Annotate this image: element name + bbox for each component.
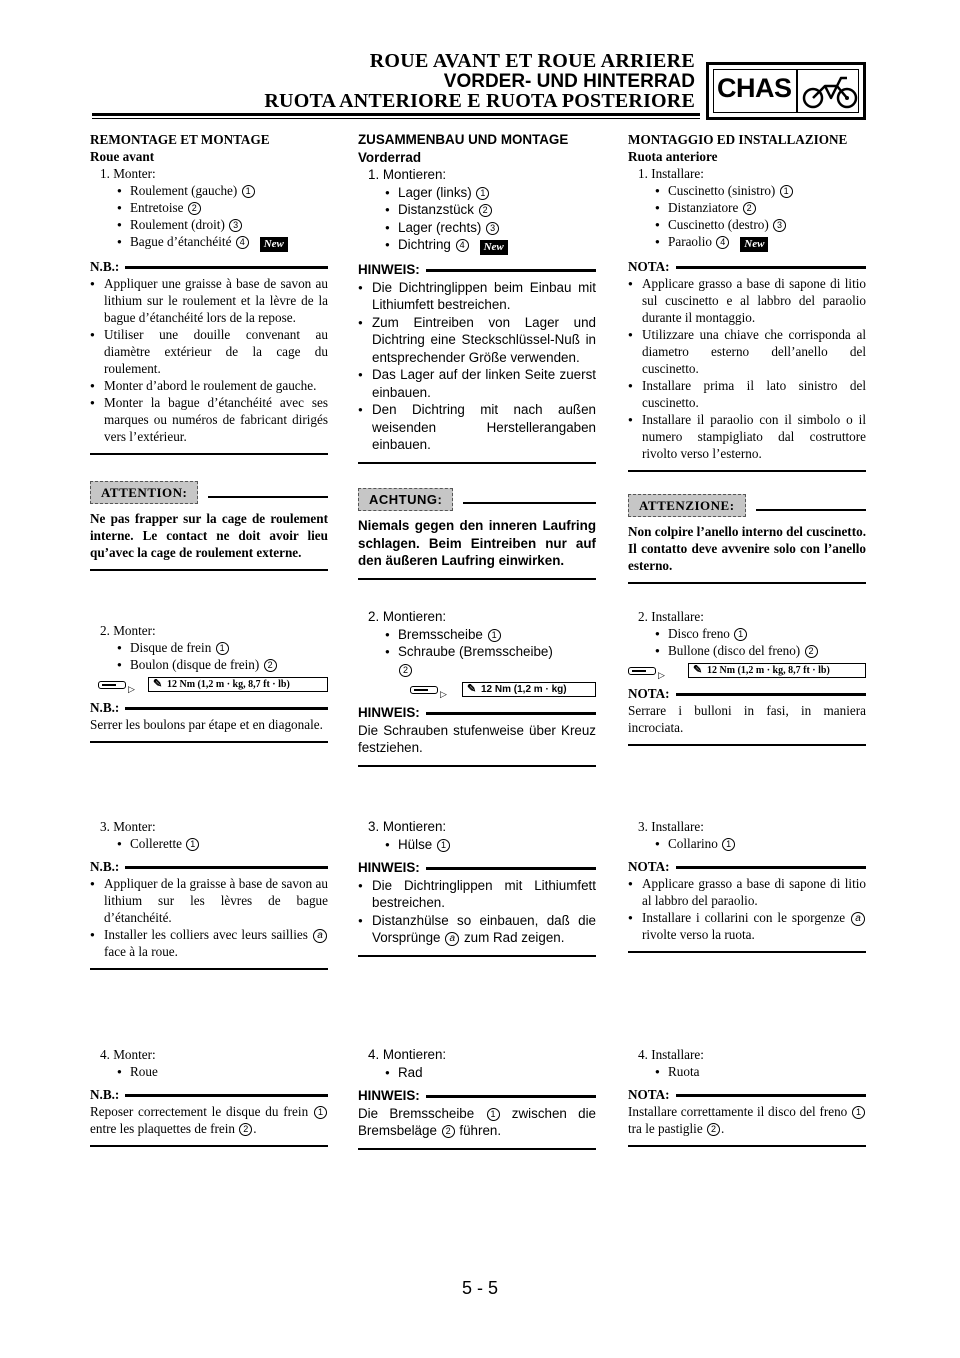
it-note4: Installare correttamente il disco del freno 1 tra le pastiglie 2 .: [628, 1103, 866, 1137]
column-it: [628, 131, 866, 584]
new-badge: New: [740, 237, 768, 252]
new-badge: New: [260, 237, 288, 252]
it-note2: Serrare i bulloni in fasi, in maniera incrociata.: [628, 703, 866, 735]
header-title-it: RUOTA ANTERIORE E RUOTA POSTERIORE: [264, 90, 695, 112]
list-item: ● Rad: [358, 1064, 596, 1082]
list-item: ● Collerette 1: [90, 835, 328, 852]
list-item: ● Schraube (Bremsscheibe) 2: [358, 643, 596, 678]
note-item: ● Installer les colliers avec leurs saillies a face à la roue.: [90, 926, 328, 960]
list-item: ● Entretoise 2: [90, 199, 328, 216]
it-step4: 4. Installare: ● Ruota NOTA: Installare correttamente il disco del freno 1 tra le pastiglie 2 .: [628, 1046, 866, 1147]
fr-warning-head: ATTENTION:: [90, 481, 328, 504]
wrench-icon: [628, 667, 656, 675]
list-item: ● Roulement (droit) 3: [90, 216, 328, 233]
list-item: ● Bague d’étanchéité 4 New: [90, 233, 328, 252]
it-subtitle: Ruota anteriore: [628, 149, 718, 164]
new-badge: New: [480, 240, 508, 255]
fr-note4: Reposer correctement le disque du frein 1 entre les plaquettes de frein 2 .: [90, 1103, 328, 1137]
section-tab: [706, 62, 866, 120]
fr-note-head: N.B.:: [90, 258, 328, 275]
it-step2-label: 2. Installare:: [638, 609, 704, 624]
de-step4-label: 4. Montieren:: [368, 1047, 447, 1062]
note-item: ● Applicare grasso a base di sapone di litio sul cuscinetto e al labbro del paraolio durante il montaggio.: [628, 275, 866, 326]
list-item: ● Disco freno 1: [628, 625, 866, 642]
wrench-icon: [98, 681, 126, 689]
it-title: MONTAGGIO ED INSTALLAZIONE: [628, 132, 848, 147]
page-number: 5 - 5: [461, 1278, 499, 1298]
de-title: ZUSAMMENBAU UND MONTAGE: [358, 132, 569, 147]
list-item: ● Disque de frein 1: [90, 639, 328, 656]
de-warning-text: Niemals gegen den inneren Laufring schlagen. Beim Eintreiben nur auf den äußeren Laufring einwirken.: [358, 518, 596, 568]
header-rule: [92, 113, 700, 116]
fr-step4: 4. Monter: ● Roue N.B.: Reposer correctement le disque du frein 1 entre les plaquettes de frein 2 .: [90, 1046, 328, 1147]
note-item: ● Utiliser une douille convenant au diamètre extérieur de la cage du roulement.: [90, 326, 328, 377]
note-item: ● Applicare grasso a base di sapone di litio al labbro del paraolio.: [628, 875, 866, 909]
note-item: ● Appliquer une graisse à base de savon au lithium sur le roulement et la lèvre de la bague d’étanchéité lors de la repose.: [90, 275, 328, 326]
list-item: ● Boulon (disque de frein) 2: [90, 656, 328, 673]
fr-step4-label: 4. Monter:: [100, 1047, 156, 1062]
it-warning-head: ATTENZIONE:: [628, 494, 866, 517]
column-de: [358, 131, 596, 580]
list-item: ● Lager (links) 1: [358, 184, 596, 202]
de-step3: 3. Montieren: ● Hülse 1 HINWEIS: ● Die Dichtringlippen mit Lithiumfett bestreichen. ● Distanzhülse so einbauen, daß die Vorsprünge a zum Rad zeigen.: [358, 818, 596, 957]
note-item: ● Die Dichtringlippen mit Lithiumfett bestreichen.: [358, 877, 596, 912]
de-note2: Die Schrauben stufenweise über Kreuz festziehen.: [358, 722, 596, 755]
column-fr: [90, 131, 328, 571]
note-item: ● Appliquer de la graisse à base de savon au lithium sur les lèvres de bague d’étanchéité.: [90, 875, 328, 926]
list-item: ● Bremsscheibe 1: [358, 626, 596, 644]
de-step2-label: 2. Montieren:: [368, 609, 447, 624]
note-item: ● Installare prima il lato sinistro del cuscinetto.: [628, 377, 866, 411]
torque-spec: ▷ ✎ 12 Nm (1,2 m · kg): [358, 682, 596, 698]
it-step3-label: 3. Installare:: [638, 819, 704, 834]
de-step1-label: 1. Montieren:: [368, 167, 447, 182]
note-item: ● Utilizzare una chiave che corrisponda al diametro esterno dell’anello del cuscinetto.: [628, 326, 866, 377]
fr-title: REMONTAGE ET MONTAGE: [90, 132, 270, 147]
note-item: ● Zum Eintreiben von Lager und Dichtring eine Steckschlüssel-Nuß in entsprechender Größe verwenden.: [358, 314, 596, 367]
note-item: ● Monter d’abord le roulement de gauche.: [90, 377, 328, 394]
list-item: ● Dichtring 4 New: [358, 236, 596, 255]
de-step4: 4. Montieren: ● Rad HINWEIS: Die Bremsscheibe 1 zwischen die Bremsbeläge 2 führen.: [358, 1046, 596, 1150]
fr-subtitle: Roue avant: [90, 149, 155, 164]
note-item: ● Monter la bague d’étanchéité avec ses marques ou numéros de fabricant dirigés vers l’extérieur.: [90, 394, 328, 445]
it-step1-label: 1. Installare:: [638, 166, 704, 181]
it-step4-label: 4. Installare:: [638, 1047, 704, 1062]
fr-step1-label: 1. Monter:: [100, 166, 156, 181]
torque-icon: ✎: [693, 664, 703, 676]
fr-step2-label: 2. Monter:: [100, 623, 156, 638]
motorcycle-icon: [801, 74, 859, 110]
it-step3: 3. Installare: ● Collarino 1 NOTA: ● Applicare grasso a base di sapone di litio al labbro del paraolio. ● Installare i collarini con le sporgenze a rivolte verso la ruota.: [628, 818, 866, 953]
note-item: ● Das Lager auf der linken Seite zuerst einbauen.: [358, 366, 596, 401]
list-item: ● Paraolio 4 New: [628, 233, 866, 252]
list-item: ● Lager (rechts) 3: [358, 219, 596, 237]
de-step3-label: 3. Montieren:: [368, 819, 447, 834]
fr-step3: 3. Monter: ● Collerette 1 N.B.: ● Appliquer de la graisse à base de savon au lithium sur les lèvres de bague d’étanchéité. ● Installer les colliers avec leurs saillies a face à la roue.: [90, 818, 328, 970]
section-code: CHAS: [717, 73, 792, 103]
wrench-icon: [410, 686, 438, 694]
note-item: ● Den Dichtring mit nach außen weisenden Herstellerangaben einbauen.: [358, 401, 596, 454]
list-item: ● Cuscinetto (sinistro) 1: [628, 182, 866, 199]
torque-spec: ▷ ✎ 12 Nm (1,2 m · kg, 8,7 ft · lb): [90, 677, 328, 693]
header-rule-thin: [92, 118, 700, 119]
list-item: ● Distanziatore 2: [628, 199, 866, 216]
header-title-fr: ROUE AVANT ET ROUE ARRIERE: [369, 50, 695, 72]
note-item: ● Installare il paraolio con il simbolo o il numero stampigliato dal costruttore rivolto verso l’esterno.: [628, 411, 866, 462]
list-item: ● Distanzstück 2: [358, 201, 596, 219]
note-item: ● Distanzhülse so einbauen, daß die Vorsprünge a zum Rad zeigen.: [358, 912, 596, 947]
it-note-head: NOTA:: [628, 258, 866, 275]
list-item: ● Hülse 1: [358, 836, 596, 854]
torque-icon: ✎: [467, 683, 477, 695]
note-item: ● Installare i collarini con le sporgenze a rivolte verso la ruota.: [628, 909, 866, 943]
de-note-head: HINWEIS:: [358, 261, 596, 279]
de-warning-head: ACHTUNG:: [358, 488, 596, 512]
list-item: ● Cuscinetto (destro) 3: [628, 216, 866, 233]
de-subtitle: Vorderrad: [358, 149, 422, 165]
list-item: ● Ruota: [628, 1063, 866, 1080]
list-item: ● Roue: [90, 1063, 328, 1080]
fr-warning-text: Ne pas frapper sur la cage de roulement interne. Le contact ne doit avoir lieu qu’avec la cage de roulement externe.: [90, 511, 328, 560]
fr-step3-label: 3. Monter:: [100, 819, 156, 834]
de-note4: Die Bremsscheibe 1 zwischen die Bremsbeläge 2 führen.: [358, 1105, 596, 1138]
it-warning-text: Non colpire l’anello interno del cuscinetto. Il contatto deve avvenire solo con l’anello esterno.: [628, 524, 866, 573]
it-step2: 2. Installare: ● Disco freno 1 ● Bullone (disco del freno) 2 ▷ ✎ 12 Nm (1,2 m · kg, 8,7 ft · lb) NOTA: Serrare i bulloni in fasi, in maniera incrociata.: [628, 608, 866, 746]
header-title-de: VORDER- UND HINTERRAD: [443, 71, 695, 92]
fr-note2: Serrer les boulons par étape et en diagonale.: [90, 717, 323, 732]
note-item: ● Die Dichtringlippen beim Einbau mit Lithiumfett bestreichen.: [358, 279, 596, 314]
torque-spec: ▷ ✎ 12 Nm (1,2 m · kg, 8,7 ft · lb): [628, 663, 866, 679]
list-item: ● Collarino 1: [628, 835, 866, 852]
fr-step2: 2. Monter: ● Disque de frein 1 ● Boulon (disque de frein) 2 ▷ ✎ 12 Nm (1,2 m · kg, 8,7 ft · lb) N.B.: Serrer les boulons par étape et en diagonale.: [90, 622, 328, 743]
list-item: ● Bullone (disco del freno) 2: [628, 642, 866, 659]
de-step2: 2. Montieren: ● Bremsscheibe 1 ● Schraube (Bremsscheibe) 2 ▷ ✎ 12 Nm (1,2 m · kg) HINWEIS: Die Schrauben stufenweise über Kreuz festziehen.: [358, 608, 596, 767]
torque-icon: ✎: [153, 678, 163, 690]
list-item: ● Roulement (gauche) 1: [90, 182, 328, 199]
